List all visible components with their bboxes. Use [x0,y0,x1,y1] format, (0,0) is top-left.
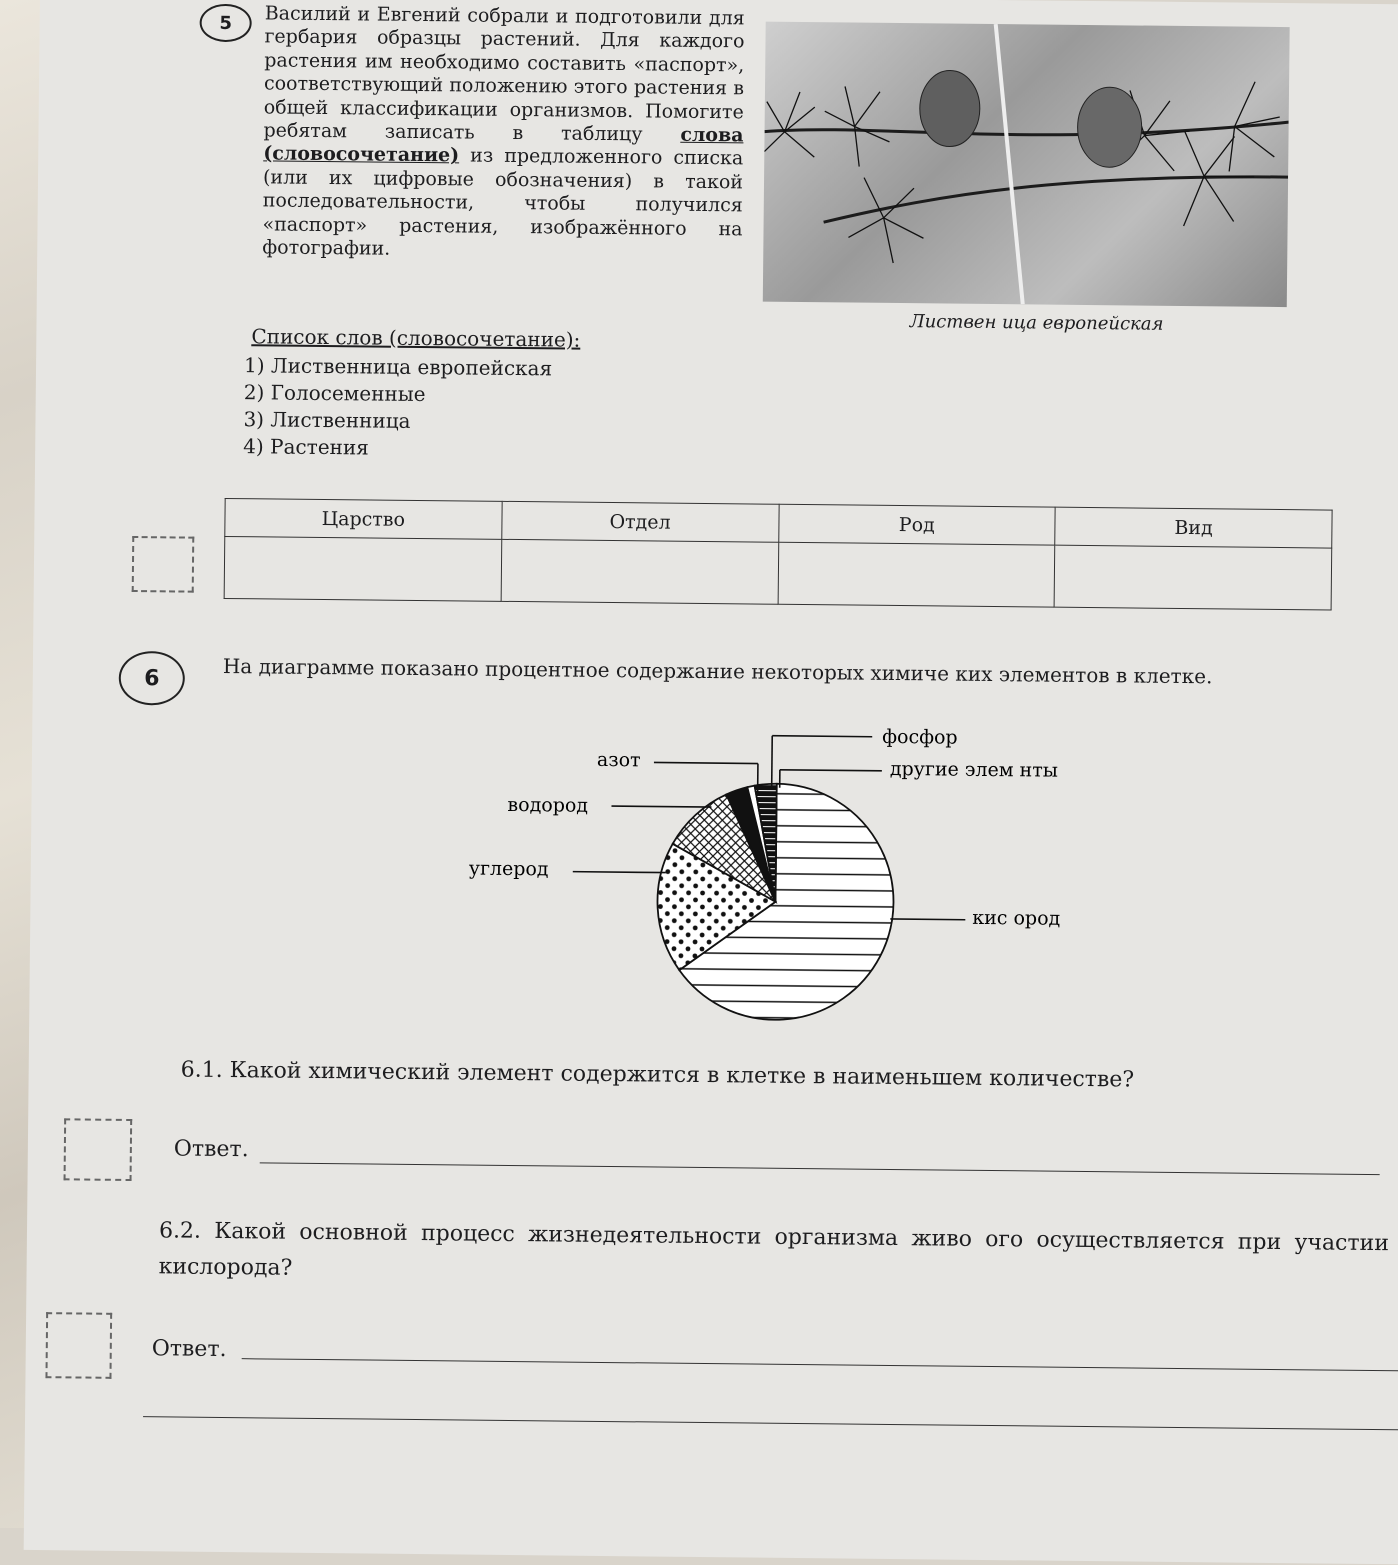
table-header-division: Отдел [502,501,779,542]
task5-emph-phrase: (словосочетание) [263,143,459,167]
answer-cell-species[interactable] [1054,545,1331,610]
larch-branch-illustration [763,22,1290,307]
answer-line-6-1[interactable] [260,1162,1380,1175]
list-item: 2) Голосеменные [244,379,552,409]
label-hydrogen: водород [507,794,588,817]
word-list-title: Список слов (словосочетание): [251,324,580,351]
answer-label-6-1: Ответ. [174,1136,249,1162]
label-nitrogen: азот [597,749,641,771]
answer-line-6-2[interactable] [242,1358,1398,1371]
elements-pie-chart [459,718,1162,1025]
score-box-6-1 [64,1118,133,1181]
answer-cell-kingdom[interactable] [224,536,501,601]
task5-tail: из предложенного списка (или их цифровые обозначения) в такой последовательности, чтобы получился «паспорт» растения, изображённого на фотографии. [262,145,743,260]
leader-line-4 [772,736,872,737]
task6-number: 6 [119,651,186,706]
photo-caption: Листвен ица европейская [836,310,1236,335]
task5-intro: Василий и Евгений собрали и подготовили для гербария образцы растений. Для каждого растения им необходимо составить «паспорт», соответствующий положению этого растения в общей классификации организмов. Помогите ребятам записать в таблицу [263,2,744,145]
leader-line-5 [772,736,773,786]
leader-line-6 [780,770,882,771]
task5-number: 5 [199,4,251,43]
answer-cell-division[interactable] [501,539,778,604]
list-item: 3) Лиственница [243,406,551,436]
classification-table [224,498,1333,611]
score-box-task5 [132,536,195,593]
task5-instructions [262,2,745,264]
table-header-kingdom: Царство [225,498,502,539]
answer-cell-genus[interactable] [778,542,1055,607]
leader-line-0 [654,762,758,763]
question-6-1: 6.1. Какой химический элемент содержится в клетке в наименьшем количестве? [181,1058,1331,1095]
question-6-2: 6.2. Какой основной процесс жизнедеятельности организма живо ого осуществляется при участии кислорода? [158,1213,1389,1298]
answer-line-6-2b[interactable] [143,1416,1398,1430]
leader-line-3 [573,872,666,873]
list-item: 1) Лиственница европейская [244,352,552,382]
leader-line-2 [611,806,711,807]
leader-line-8 [890,919,965,920]
label-phosphorus: фосфор [882,726,958,749]
word-list [243,352,552,463]
score-box-6-2 [45,1312,112,1379]
list-item: 4) Растения [243,433,551,463]
task6-question: На диаграмме показано процентное содержание некоторых химиче ких элементов в клетке. [223,654,1323,690]
larch-photo [763,22,1290,307]
label-other: другие элем нты [890,758,1058,782]
label-carbon: углерод [469,858,549,881]
worksheet-page [24,0,1398,1565]
table-header-species: Вид [1055,507,1332,548]
table-header-genus: Род [778,504,1055,545]
answer-label-6-2: Ответ. [152,1336,227,1362]
label-oxygen: кис ород [972,907,1060,930]
task5-emph-words: слова [680,124,743,147]
